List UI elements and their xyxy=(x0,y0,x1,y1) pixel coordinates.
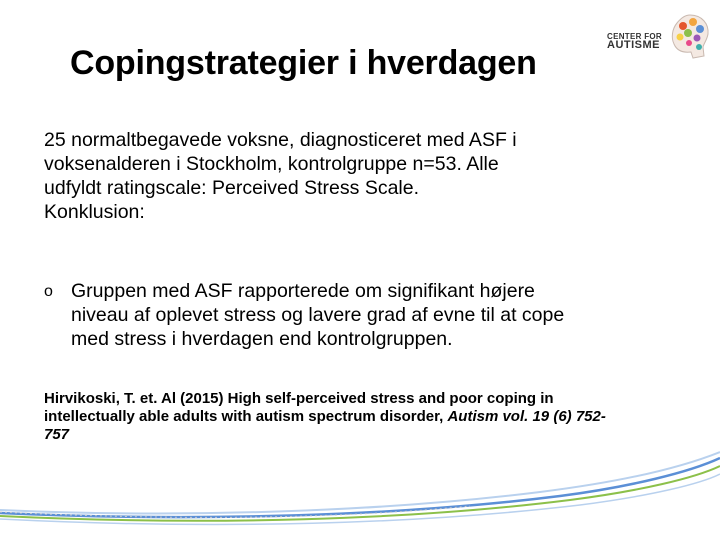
intro-line-2: voksenalderen i Stockholm, kontrolgruppe n=53. Alle xyxy=(44,153,499,175)
citation-pages-end: 757 xyxy=(44,426,70,443)
logo-line1: CENTER FOR xyxy=(607,32,662,41)
bullet-marker: o xyxy=(44,283,53,300)
intro-line-4: Konklusion: xyxy=(44,201,145,223)
citation-journal: Autism vol. 19 (6) 752- xyxy=(447,408,606,425)
bullet-text xyxy=(71,279,691,351)
bullet-line-1: Gruppen med ASF rapporterede om signifikant højere xyxy=(71,280,535,302)
bullet-line-3: med stress i hverdagen end kontrolgruppen. xyxy=(71,328,453,350)
decorative-swoosh xyxy=(0,440,720,540)
intro-line-1: 25 normaltbegavede voksne, diagnosticeret med ASF i xyxy=(44,129,517,151)
reference-citation xyxy=(44,390,684,444)
slide-title: Copingstrategier i hverdagen xyxy=(70,44,537,82)
citation-text-2: intellectually able adults with autism spectrum disorder, xyxy=(44,408,448,425)
logo-text xyxy=(607,32,662,50)
bullet-line-2: niveau af oplevet stress og lavere grad af evne til at cope xyxy=(71,304,565,326)
logo-line2: AUTISME xyxy=(607,39,660,51)
colorful-head-icon xyxy=(669,12,711,62)
intro-paragraph xyxy=(44,128,674,224)
intro-line-3: udfyldt ratingscale: Perceived Stress Scale. xyxy=(44,177,420,199)
citation-line-2 xyxy=(44,408,684,426)
citation-line-1: Hirvikoski, T. et. Al (2015) High self-perceived stress and poor coping in xyxy=(44,390,554,407)
center-for-autisme-logo xyxy=(607,12,713,62)
